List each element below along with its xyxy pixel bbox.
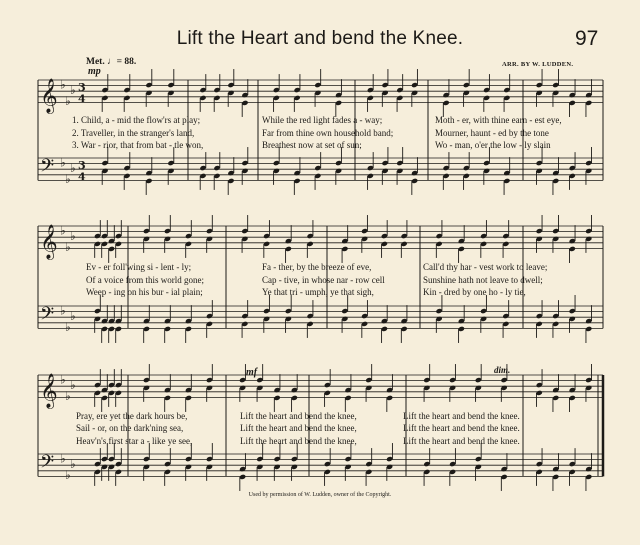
lyric-phrase: 2. Traveller, in the stranger's land,: [72, 128, 195, 138]
lyric-phrase: Far from thine own household band;: [262, 128, 394, 138]
lyric-phrase: Lift the heart and bend the knee,: [240, 436, 357, 446]
flat-icon: ♭: [60, 303, 66, 318]
flat-icon: ♭: [65, 468, 71, 483]
lyric-phrase: Weep - ing on his bur - ial plain;: [86, 287, 203, 297]
meter-label: Met.: [86, 57, 105, 67]
treble-clef-icon: 𝄞: [40, 224, 58, 260]
lyric-phrase: Pray, ere yet the dark hours be,: [76, 411, 188, 421]
quarter-note-icon: ♩: [107, 57, 117, 67]
flat-icon: ♭: [60, 451, 66, 466]
lyric-phrase: Fa - ther, by the breeze of eve,: [262, 262, 372, 272]
lyric-phrase: 1. Child, a - mid the flow'rs at play;: [72, 115, 201, 125]
dynamic-dim: dim.: [494, 365, 511, 375]
lyric-phrase: Mourner, haunt - ed by the tone: [435, 128, 549, 138]
hymn-title: Lift the Heart and bend the Knee.: [176, 28, 464, 49]
lyric-phrase: Wo - man, o'er the low - ly slain: [435, 140, 551, 150]
lyric-phrase: Of a voice from this world gone;: [86, 275, 204, 285]
flat-icon: ♭: [65, 94, 71, 109]
time-signature: 4: [78, 92, 86, 106]
lyric-phrase: Breathest now at set of sun;: [262, 140, 362, 150]
time-signature: 3: [78, 159, 86, 173]
flat-icon: ♭: [60, 372, 66, 387]
dynamic-mf: mf: [246, 367, 258, 378]
lyric-phrase: Ev - er foll'wing si - lent - ly;: [86, 262, 192, 272]
lyric-phrase: Lift the heart and bend the knee,: [240, 411, 357, 421]
lyric-phrase: Kin - dred by one ho - ly tie,: [423, 287, 526, 297]
bass-clef-icon: 𝄢: [40, 155, 55, 181]
flat-icon: ♭: [65, 172, 71, 187]
flat-icon: ♭: [70, 309, 76, 323]
bass-clef-icon: 𝄢: [40, 451, 55, 477]
lyric-phrase: Ye that tri - umph, ye that sigh,: [262, 287, 374, 297]
flat-icon: ♭: [70, 229, 76, 243]
flat-icon: ♭: [60, 223, 66, 238]
flat-icon: ♭: [70, 83, 76, 97]
flat-icon: ♭: [60, 77, 66, 92]
arranger-credit: ARR. BY W. LUDDEN.: [502, 61, 574, 68]
flat-icon: ♭: [70, 378, 76, 392]
flat-icon: ♭: [60, 155, 66, 170]
treble-clef-icon: 𝄞: [40, 78, 58, 114]
flat-icon: ♭: [65, 320, 71, 335]
lyric-phrase: 3. War - rior, that from bat - tle won,: [72, 140, 204, 150]
bass-clef-icon: 𝄢: [40, 303, 55, 329]
lyric-phrase: Lift the heart and bend the knee.: [403, 436, 520, 446]
flat-icon: ♭: [65, 240, 71, 255]
flat-icon: ♭: [70, 161, 76, 175]
treble-clef-icon: 𝄞: [40, 373, 58, 409]
time-signature: 4: [78, 170, 86, 184]
lyric-phrase: Cap - tive, in whose nar - row cell: [262, 275, 385, 285]
lyric-phrase: Lift the heart and bend the knee,: [240, 423, 357, 433]
copyright-credit: Used by permission of W. Ludden, owner of the Copyright.: [248, 492, 392, 498]
lyric-phrase: While the red light fades a - way;: [262, 115, 383, 125]
flat-icon: ♭: [65, 389, 71, 404]
lyric-phrase: Heav'n's first star a - like ye see,: [76, 436, 193, 446]
lyric-phrase: Sail - or, on the dark'ning sea,: [76, 423, 184, 433]
lyric-phrase: Sunshine hath not leave to dwell;: [423, 275, 543, 285]
time-signature: 3: [78, 81, 86, 95]
dynamic-mp: mp: [88, 66, 101, 77]
flat-icon: ♭: [70, 457, 76, 471]
lyric-phrase: Lift the heart and bend the knee.: [403, 411, 520, 421]
page-number: 97: [575, 27, 599, 50]
lyric-phrase: Call'd thy har - vest work to leave;: [423, 262, 548, 272]
tempo-value: = 88.: [116, 57, 137, 67]
lyric-phrase: Moth - er, with thine earn - est eye,: [435, 115, 562, 125]
lyric-phrase: Lift the heart and bend the knee.: [403, 423, 520, 433]
